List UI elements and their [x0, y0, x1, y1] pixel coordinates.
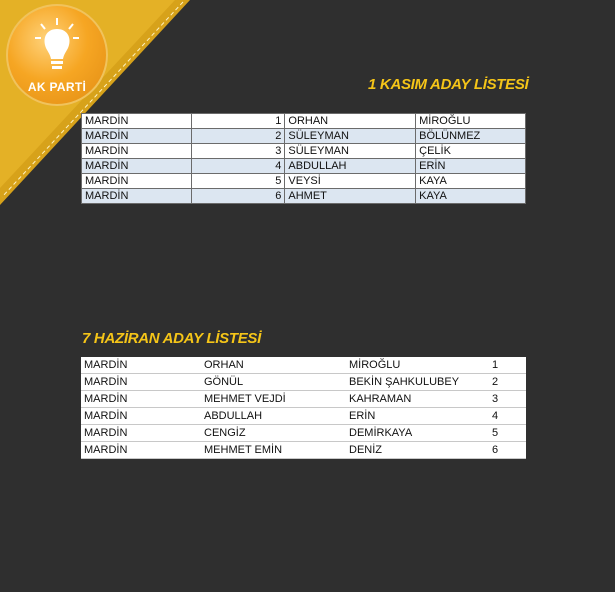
table-row [82, 129, 526, 144]
table-cell: 2 [191, 129, 285, 144]
logo-text: AK PARTİ [27, 80, 87, 94]
table-cell: ERİN [346, 408, 464, 425]
table-cell: DEMİRKAYA [346, 425, 464, 442]
table-cell: MARDİN [82, 159, 192, 174]
haziran-candidate-table [81, 357, 526, 459]
table-cell: 4 [464, 408, 526, 425]
table-cell: ÇELİK [416, 144, 526, 159]
table-cell: MARDİN [82, 144, 192, 159]
table-cell: 3 [191, 144, 285, 159]
table-cell: 3 [464, 391, 526, 408]
table-row [81, 425, 526, 442]
table-cell: SÜLEYMAN [285, 129, 416, 144]
table-row [81, 374, 526, 391]
kasim-title: 1 KASIM ADAY LİSTESİ [368, 76, 529, 93]
table-cell: ERİN [416, 159, 526, 174]
table-cell: 6 [191, 189, 285, 204]
table-cell: MARDİN [82, 189, 192, 204]
lightbulb-icon [35, 18, 79, 74]
table-cell: 5 [191, 174, 285, 189]
table-cell: MİROĞLU [416, 114, 526, 129]
ak-parti-logo [6, 4, 108, 106]
table-cell: BEKİN ŞAHKULUBEY [346, 374, 464, 391]
table-cell: 4 [191, 159, 285, 174]
table-cell: 1 [464, 357, 526, 374]
table-cell: 2 [464, 374, 526, 391]
table-cell: 5 [464, 425, 526, 442]
kasim-candidate-table [81, 113, 526, 204]
table-cell: KAYA [416, 189, 526, 204]
table-cell: KAYA [416, 174, 526, 189]
table-row [82, 159, 526, 174]
table-cell: MARDİN [82, 114, 192, 129]
table-cell: MARDİN [81, 442, 201, 459]
table-row [81, 442, 526, 459]
table-cell: KAHRAMAN [346, 391, 464, 408]
table-cell: MARDİN [81, 425, 201, 442]
table-cell: AHMET [285, 189, 416, 204]
table-cell: 1 [191, 114, 285, 129]
table-cell: MİROĞLU [346, 357, 464, 374]
table-row [81, 408, 526, 425]
table-cell: MARDİN [82, 174, 192, 189]
table-cell: MARDİN [81, 408, 201, 425]
table-cell: 6 [464, 442, 526, 459]
table-cell: ABDULLAH [285, 159, 416, 174]
table-row [82, 114, 526, 129]
haziran-title: 7 HAZİRAN ADAY LİSTESİ [82, 330, 261, 347]
table-cell: MARDİN [81, 391, 201, 408]
table-cell: MARDİN [81, 374, 201, 391]
table-cell: MEHMET VEJDİ [201, 391, 346, 408]
table-cell: MARDİN [82, 129, 192, 144]
table-cell: MEHMET EMİN [201, 442, 346, 459]
table-row [82, 174, 526, 189]
table-cell: MARDİN [81, 357, 201, 374]
table-cell: GÖNÜL [201, 374, 346, 391]
table-cell: ABDULLAH [201, 408, 346, 425]
table-cell: ORHAN [285, 114, 416, 129]
table-cell: BÖLÜNMEZ [416, 129, 526, 144]
table-cell: ORHAN [201, 357, 346, 374]
table-cell: CENGİZ [201, 425, 346, 442]
table-row [81, 357, 526, 374]
table-row [82, 144, 526, 159]
table-row [82, 189, 526, 204]
table-cell: DENİZ [346, 442, 464, 459]
table-row [81, 391, 526, 408]
table-cell: VEYSİ [285, 174, 416, 189]
table-cell: SÜLEYMAN [285, 144, 416, 159]
